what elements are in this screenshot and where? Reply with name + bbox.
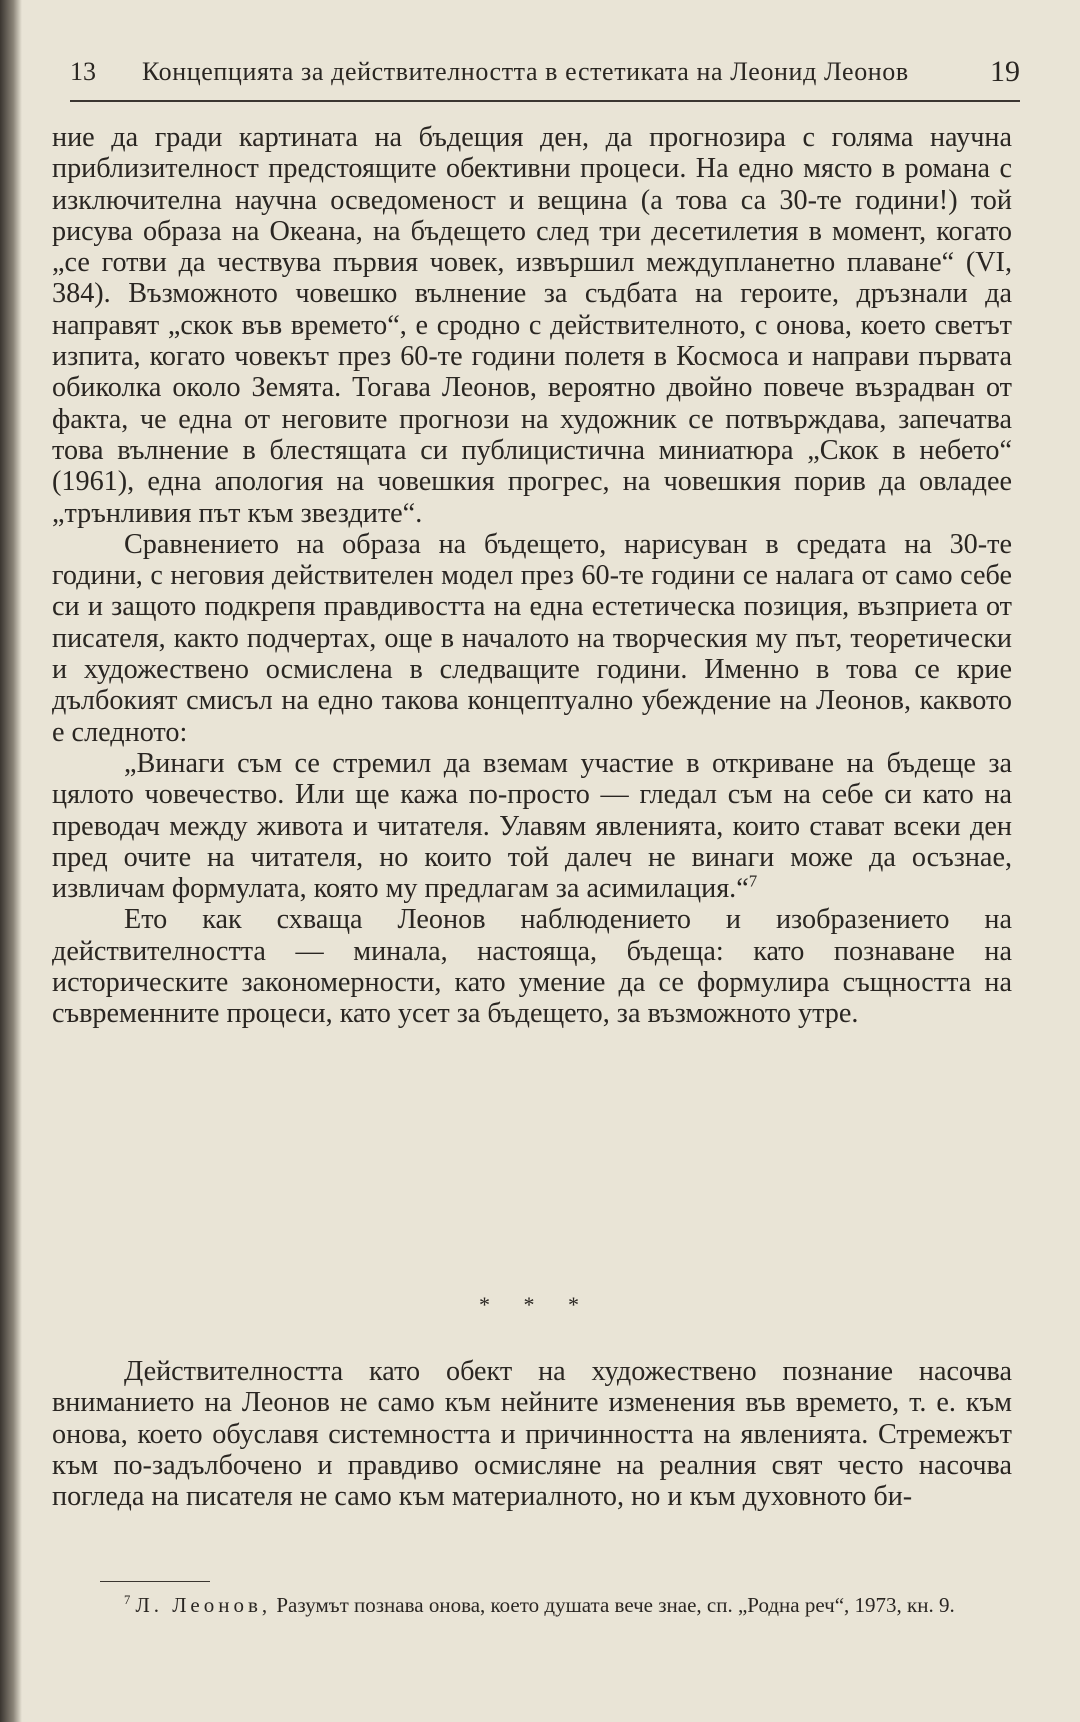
paragraph-5: Действителността като обект на художествено познание насочва вниманието на Леонов не само към нейните изменения във времето, т. е. към онова, което обуславя системността и причинността на явленията. Стремежът към по-задълбочено и правдиво осмисляне на реалния свят често насочва погледа на писателя не само към материалното, но и към духовното би- bbox=[52, 1356, 1012, 1513]
footnote-number: 7 bbox=[124, 1593, 131, 1607]
footnote-author: Л. Леонов, bbox=[135, 1593, 272, 1617]
book-page bbox=[52, 0, 1020, 1722]
section-number: 13 bbox=[70, 57, 96, 86]
paragraph-1: ние да гради картината на бъдещия ден, да прогнозира с голяма научна приблизителност предстоящите обективни процеси. На едно място в романа с изключителна научна осведоменост и вещина (а това са 30-те години!) той рисува образа на Океана, на бъдещето след три десетилетия в момент, когато „се готви да чествува първия човек, извършил междупланетно плаване“ (VI, 384). Възможното човешко вълнение за съдбата на героите, дръзнали да направят „скок във времето“, е сродно с действителното, с онова, което светът изпита, когато човекът през 60-те години полетя в Космоса и направи първата обиколка около Земята. Тогава Леонов, вероятно двойно повече възрадван от факта, че една от неговите прогнози на художник се потвърждава, запечатва това вълнение в блестящата си публицистична миниатюра „Скок в небето“ (1961), една апология на човешкия прогрес, на човешкия порив да овладее „трънливия път към звездите“. bbox=[52, 122, 1012, 529]
next-section-text bbox=[52, 1356, 1012, 1512]
quote-paragraph bbox=[52, 748, 1012, 904]
footnote bbox=[52, 1590, 1012, 1621]
section-separator: * * * bbox=[479, 1292, 593, 1317]
running-header bbox=[70, 52, 1020, 92]
paragraph-4: Ето как схваща Леонов наблюдението и изобразението на действителността — минала, настояща, бъдеща: като познаване на историческите закономерности, като умение да се формулира същността на съвременните процеси, като усет за бъдещето, за възможното утре. bbox=[52, 904, 1012, 1030]
main-text bbox=[52, 122, 1012, 1030]
page-number: 19 bbox=[990, 55, 1020, 88]
running-title: Концепцията за действителността в естетиката на Леонид Леонов bbox=[142, 57, 909, 86]
footnote-text: Разумът познава онова, което душата вече знае, сп. „Родна реч“, 1973, кн. 9. bbox=[276, 1593, 955, 1617]
footnote-ref: 7 bbox=[748, 871, 758, 891]
paragraph-2: Сравнението на образа на бъдещето, нарисуван в средата на 30-те години, с неговия действителен модел през 60-те години се налага от само себе си и защото подкрепя правдивостта на една естетическа позиция, възприета от писателя, както подчертах, още в началото на творческия му път, теоретически и художествено осмислена в следващите години. Именно в това се крие дълбокият смисъл на едно такова концептуално убеждение на Леонов, каквото е следното: bbox=[52, 528, 1012, 748]
header-rule bbox=[70, 100, 1020, 102]
book-spine-shadow bbox=[0, 0, 22, 1722]
footnote-rule bbox=[100, 1581, 210, 1582]
quote-text: „Винаги съм се стремил да вземам участие в откриване на бъдеще за цялото човечество. Или ще кажа по-просто — гледал съм на себе си като на преводач между живота и читателя. Улавям явленията, които стават всеки ден пред очите на читателя, но които той далеч не винаги може да осъзнае, извличам формулата, която му предлагам за асимилация.“ bbox=[52, 747, 1012, 905]
